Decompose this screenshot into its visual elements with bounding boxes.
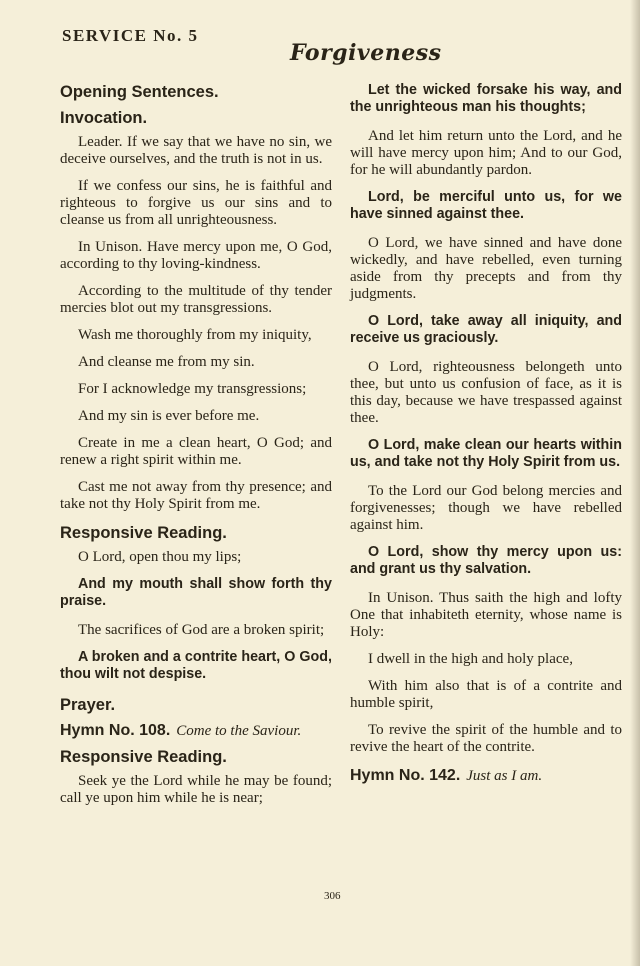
reading-line: I dwell in the high and holy place, [368,651,573,667]
paragraph: In Unison. Have mercy upon me, O God, according to thy loving-kindness. [60,239,332,272]
reading-line: To revive the spirit of the humble and to revive the heart of the contrite. [350,722,622,755]
right-column [350,82,622,792]
hymn-reference [350,766,622,786]
response-line: O Lord, make clean our hearts within us, and take not thy Holy Spirit from us. [350,437,622,470]
page-edge-shadow [630,0,640,966]
reading-line: And let him return unto the Lord, and he will have mercy upon him; And to our God, for he will abundantly pardon. [350,128,622,178]
reading-line: O Lord, we have sinned and have done wickedly, and have rebelled, even turning aside from thy precepts and from thy judgments. [350,235,622,302]
reading-line: O Lord, righteousness belongeth unto thee, but unto us confusion of face, as it is this day, because we have trespassed against thee. [350,359,622,426]
reading-line: O Lord, open thou my lips; [78,549,242,565]
paragraph: If we confess our sins, he is faithful and righteous to forgive us our sins and to cleanse us from all unrighteousness. [60,178,332,228]
hymn-title: Come to the Saviour. [176,723,302,739]
response-line: O Lord, take away all iniquity, and receive us graciously. [350,313,622,346]
hymn-title: Just as I am. [466,768,543,784]
response-line: And my mouth shall show forth thy praise. [60,576,332,609]
paragraph: Leader. If we say that we have no sin, we deceive ourselves, and the truth is not in us. [60,134,332,167]
reading-line: The sacrifices of God are a broken spirit; [78,622,325,638]
response-line: O Lord, show thy mercy upon us: and grant us thy salvation. [350,544,622,577]
response-line: Let the wicked forsake his way, and the unrighteous man his thoughts; [350,82,622,115]
response-line: A broken and a contrite heart, O God, thou wilt not despise. [60,649,332,682]
heading-responsive-reading: Responsive Reading. [60,524,227,542]
hymn-number: Hymn No. 108. [60,722,171,739]
reading-line: In Unison. Thus saith the high and lofty One that inhabiteth eternity, whose name is Holy: [350,590,622,640]
paragraph: Cast me not away from thy presence; and take not thy Holy Spirit from me. [60,479,332,512]
heading-opening-sentences: Opening Sentences. [60,83,219,101]
paragraph: Wash me thoroughly from my iniquity, [78,327,312,343]
paragraph: According to the multitude of thy tender mercies blot out my transgressions. [60,283,332,316]
paragraph: And cleanse me from my sin. [78,354,255,370]
paragraph: Create in me a clean heart, O God; and renew a right spirit within me. [60,435,332,468]
service-number: SERVICE No. 5 [62,26,199,45]
paragraph: And my sin is ever before me. [78,408,260,424]
hymn-reference [60,721,332,741]
response-line: Lord, be merciful unto us, for we have sinned against thee. [350,189,622,222]
reading-line: With him also that is of a contrite and humble spirit, [350,678,622,711]
hymn-number: Hymn No. 142. [350,767,461,784]
heading-responsive-reading: Responsive Reading. [60,748,227,766]
reading-line: Seek ye the Lord while he may be found; call ye upon him while he is near; [60,773,332,806]
paragraph: For I acknowledge my transgressions; [78,381,307,397]
page-title: Forgiveness [290,40,442,66]
page-number: 306 [324,890,341,902]
heading-prayer: Prayer. [60,696,116,714]
reading-line: To the Lord our God belong mercies and forgivenesses; though we have rebelled against him. [350,483,622,533]
heading-invocation: Invocation. [60,109,148,127]
left-column [60,82,332,817]
